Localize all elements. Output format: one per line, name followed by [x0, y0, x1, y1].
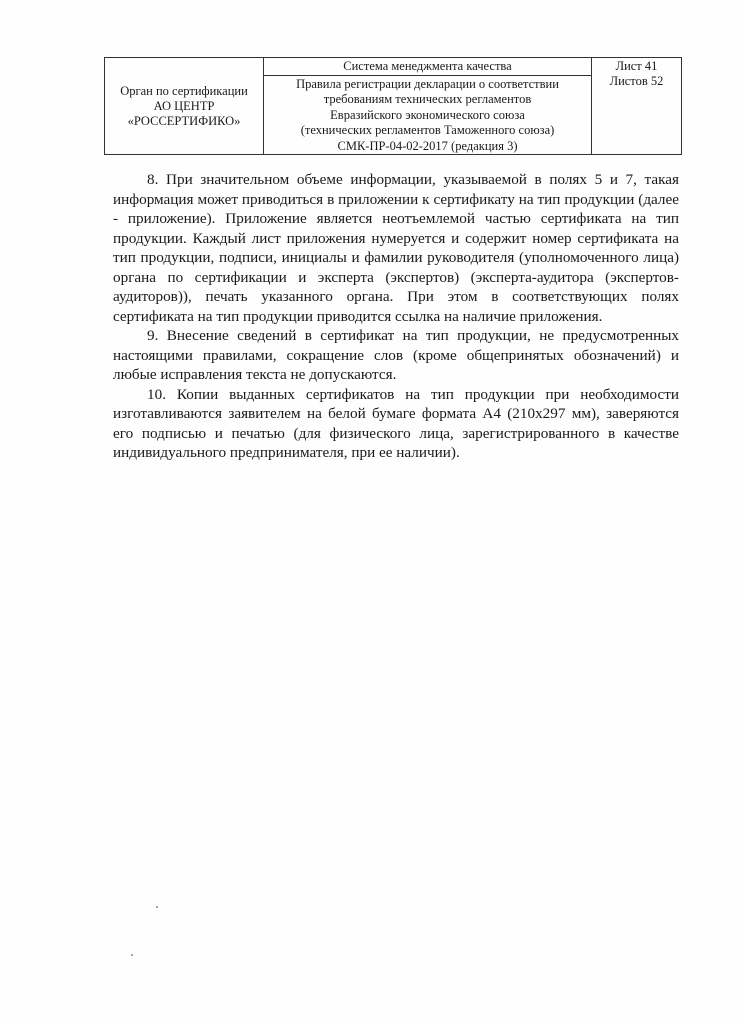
paragraph-8: 8. При значительном объеме информации, указываемой в полях 5 и 7, такая информация может приводиться в приложении к сертификату на тип продукции (далее - приложение). Приложение является неотъемлемой частью сертификата на тип продукции. Каждый лист приложения нумеруется и содержит номер сертификата на тип продукции, подписи, инициалы и фамилии руководителя (уполномоченного лица) органа по сертификации и эксперта (экспертов) (эксперта-аудитора (экспертов-аудиторов)), печать указанного органа. При этом в соответствующих полях сертификата на тип продукции приводится ссылка на наличие приложения.: [113, 171, 679, 325]
organization-cell: [105, 58, 264, 155]
paragraph-10: 10. Копии выданных сертификатов на тип продукции при необходимости изготавливаются заявителем на белой бумаге формата А4 (210х297 мм), заверяются его подписью и печатью (для физического лица, зарегистрированного в качестве индивидуального предпринимателя, при ее наличии).: [113, 385, 679, 461]
rules-title-cell: [264, 76, 592, 155]
scan-speck: [156, 906, 158, 908]
rules-line-1: Правила регистрации декларации о соответствии: [296, 77, 559, 91]
document-body: [113, 170, 679, 463]
paragraph-9: 9. Внесение сведений в сертификат на тип продукции, не предусмотренных настоящими правилами, сокращение слов (кроме общепринятых обозначений) и любые исправления текста не допускаются.: [113, 327, 679, 383]
organization-line-2: АО ЦЕНТР: [153, 98, 215, 113]
rules-line-3: Евразийского экономического союза: [330, 107, 525, 122]
rules-line-4: (технических регламентов Таможенного союза): [300, 123, 555, 138]
organization-line-3: «РОССЕРТИФИКО»: [127, 113, 241, 128]
organization-line-1: Орган по сертификации: [120, 83, 248, 98]
system-title-cell: Система менеджмента качества: [264, 58, 592, 76]
sheets-total: Листов 52: [609, 74, 664, 88]
document-header-table: [104, 57, 682, 155]
rules-line-2: требованиям технических регламентов: [323, 92, 532, 107]
scan-speck: [131, 954, 133, 956]
sheet-number-cell: [592, 58, 682, 155]
document-code: СМК-ПР-04-02-2017 (редакция 3): [337, 138, 518, 153]
sheet-number: Лист 41: [615, 59, 658, 73]
